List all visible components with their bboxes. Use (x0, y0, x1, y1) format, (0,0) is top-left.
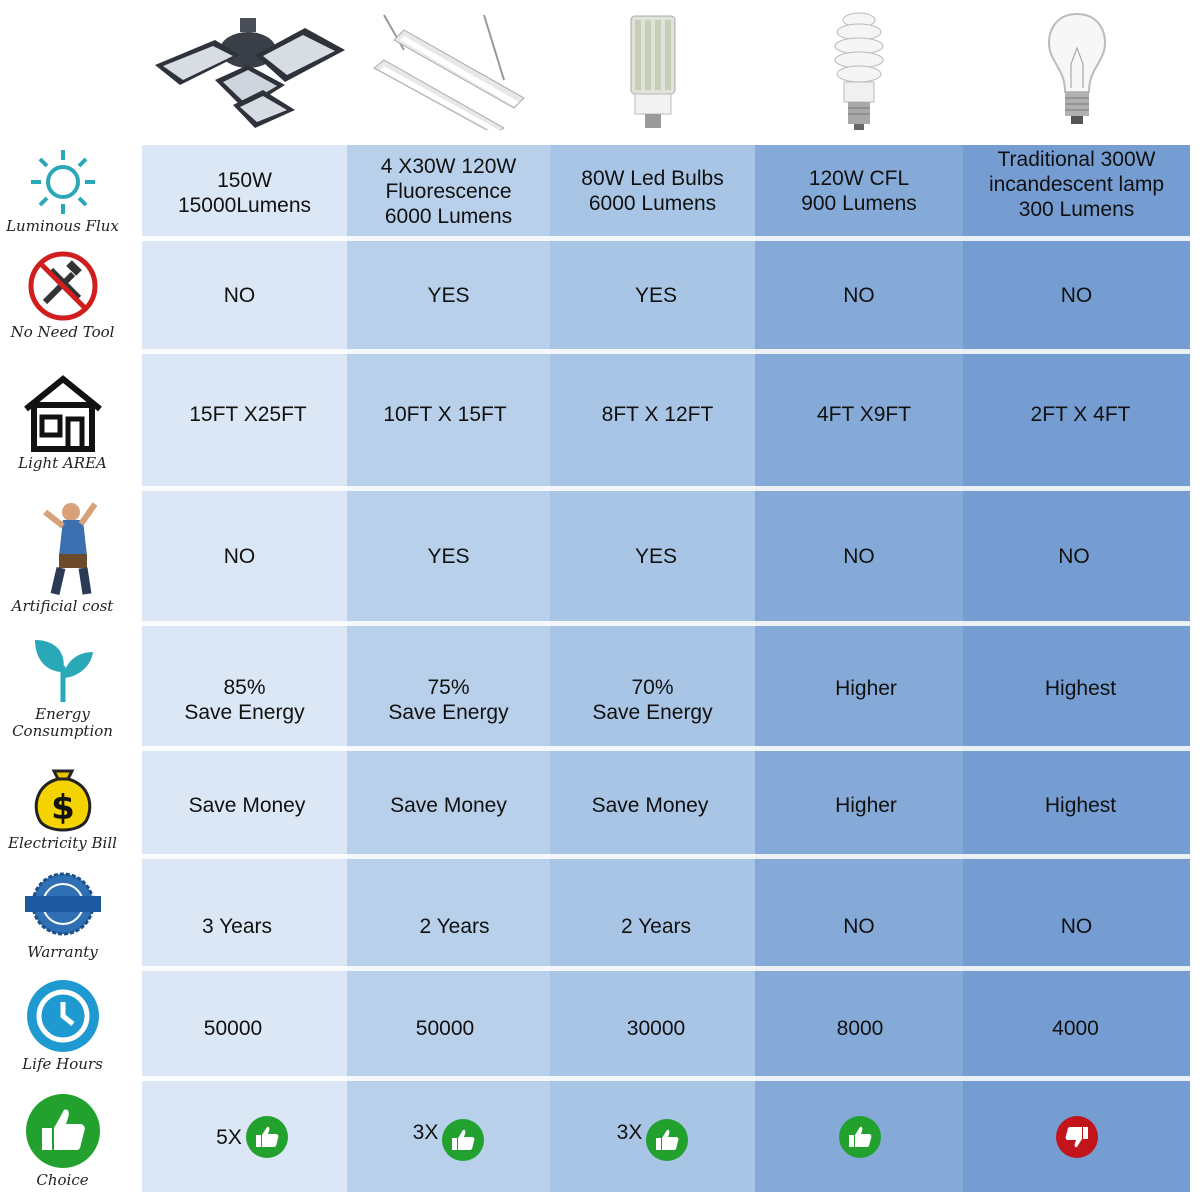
cell-energy-2: 75% Save Energy (388, 676, 509, 724)
clock-icon (25, 978, 101, 1054)
row-label-text: Artificial cost (11, 596, 114, 615)
row-label-electricity-bill (0, 752, 125, 856)
row-label-choice (0, 1084, 125, 1196)
cell-luminous-flux-2: 4 X30W 120W Fluorescence 6000 Lumens (380, 154, 517, 228)
four-panel-led-icon (142, 0, 347, 140)
row-label-luminous-flux (0, 145, 125, 237)
row-label-text: Choice (36, 1170, 89, 1189)
cell-no-need-tool-2: YES (427, 283, 470, 307)
choice-multiplier: 3X (616, 1120, 643, 1144)
cell-choice-1 (142, 1082, 362, 1192)
row-label-energy-consumption (0, 625, 125, 747)
cell-energy-3: 70% Save Energy (592, 676, 713, 724)
cell-life-hours-5: 4000 (1052, 1016, 1099, 1040)
cell-life-hours-2: 50000 (415, 1016, 475, 1040)
incandescent-bulb-icon (963, 0, 1190, 140)
thumbs-up-icon (839, 1116, 881, 1158)
cell-warranty-3: 2 Years (620, 914, 692, 938)
leaf-icon (27, 632, 99, 704)
cell-no-need-tool-5: NO (1060, 283, 1093, 307)
cell-bill-3: Save Money (591, 793, 709, 817)
row-label-warranty (0, 860, 125, 968)
cell-luminous-flux-3: 80W Led Bulbs 6000 Lumens (581, 167, 724, 215)
cell-artificial-cost-5: NO (1058, 544, 1090, 568)
cell-luminous-flux-5: Traditional 300W incandescent lamp 300 Lumens (988, 147, 1165, 221)
cell-life-hours-1: 50000 (203, 1016, 263, 1040)
cell-artificial-cost-4: NO (843, 544, 875, 568)
worker-icon (23, 498, 103, 596)
cell-life-hours-3: 30000 (626, 1016, 686, 1040)
cell-life-hours-4: 8000 (836, 1016, 884, 1040)
cfl-spiral-icon (755, 0, 963, 140)
cell-luminous-flux-4: 120W CFL 900 Lumens (801, 167, 917, 215)
cell-choice-3 (550, 1082, 755, 1182)
row-label-text: Life Hours (22, 1054, 103, 1073)
thumbs-down-icon (1056, 1116, 1098, 1158)
cell-bill-4: Higher (835, 793, 897, 817)
thumbs-up-icon (646, 1119, 688, 1161)
cell-light-area-4: 4FT X9FT (816, 402, 912, 426)
cell-energy-1: 85% Save Energy (184, 676, 305, 724)
no-tools-icon (27, 250, 99, 322)
cell-light-area-3: 8FT X 12FT (601, 402, 714, 426)
row-label-text: Luminous Flux (6, 216, 119, 235)
warranty-badge-icon (23, 868, 103, 942)
row-label-text: Energy Consumption (12, 705, 113, 740)
cell-bill-2: Save Money (390, 793, 507, 817)
row-label-text: Light AREA (18, 454, 107, 472)
cell-bill-1: Save Money (188, 793, 306, 817)
cell-light-area-2: 10FT X 15FT (383, 402, 507, 426)
cell-warranty-5: NO (1060, 914, 1093, 938)
svg-text:$: $ (50, 787, 75, 828)
row-label-artificial-cost (0, 490, 125, 622)
sun-icon (28, 148, 98, 216)
cell-no-need-tool-3: YES (634, 283, 678, 307)
cell-luminous-flux-1: 150W 15000Lumens (177, 169, 312, 217)
cell-choice-5 (963, 1082, 1190, 1192)
cell-bill-5: Highest (1044, 793, 1117, 817)
choice-multiplier: 3X (412, 1120, 439, 1144)
cell-light-area-1: 15FT X25FT (189, 402, 307, 426)
choice-multiplier: 5X (216, 1125, 242, 1149)
cell-light-area-5: 2FT X 4FT (1030, 402, 1131, 426)
cell-artificial-cost-2: YES (427, 544, 470, 568)
cell-warranty-1: 3 Years (201, 914, 273, 938)
row-label-no-need-tool (0, 240, 125, 350)
row-label-text: No Need Tool (10, 322, 115, 341)
corn-bulb-icon (550, 0, 755, 140)
row-label-light-area (0, 360, 125, 485)
cell-warranty-2: 2 Years (419, 914, 490, 938)
thumbs-up-icon (246, 1116, 288, 1158)
thumbs-up-icon (24, 1092, 102, 1170)
money-bag-icon (28, 757, 98, 833)
cell-choice-4 (755, 1082, 965, 1192)
house-icon (22, 373, 104, 453)
row-label-text: Electricity Bill (8, 833, 117, 852)
cell-no-need-tool-4: NO (843, 283, 875, 307)
row-label-life-hours (0, 972, 125, 1078)
thumbs-up-icon (442, 1119, 484, 1161)
row-label-text: Warranty (27, 942, 98, 961)
cell-artificial-cost-1: NO (223, 544, 256, 568)
cell-energy-4: Higher (835, 676, 897, 700)
cell-choice-2 (347, 1082, 550, 1182)
cell-warranty-4: NO (843, 914, 875, 938)
cell-no-need-tool-1: NO (223, 283, 256, 307)
cell-energy-5: Highest (1044, 676, 1117, 700)
cell-artificial-cost-3: YES (634, 544, 678, 568)
tube-light-icon (347, 0, 550, 140)
